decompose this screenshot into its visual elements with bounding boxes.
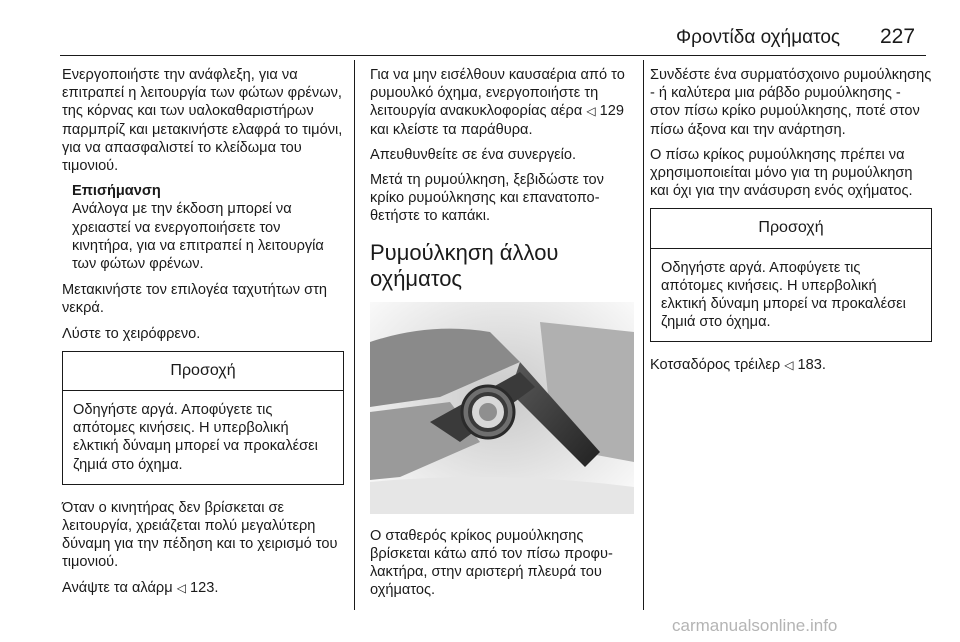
paragraph-neutral: Μετακινήστε τον επιλογέα ταχυτήτων στη νεκρά. [62, 282, 327, 317]
paragraph-towing-eye-use: Ο πίσω κρίκος ρυμούλκησης πρέπει να χρησιμοποιείται μόνο για τη ρυμούλκηση και όχι για την ανάσυρση ενός οχήματος. [650, 146, 913, 200]
column-left [62, 66, 344, 604]
header-rule [60, 55, 926, 56]
column-divider-left [354, 60, 355, 610]
page-reference-icon: ◁ [176, 580, 186, 595]
towing-eye-illustration [370, 302, 634, 514]
section-title: Ρυμούλκηση άλλου οχήματος [370, 239, 559, 291]
caution-text: Οδηγήστε αργά. Αποφύγετε τις απότομες κινήσεις. Η υπερβολική ελκτική δύναμη μπορεί να προκαλέσει ζημιά στο όχημα. [661, 259, 906, 331]
page-reference-icon: ◁ [784, 358, 794, 373]
paragraph-ignition: Ενεργοποιήστε την ανάφλεξη, για να επιτραπεί η λειτουργία των φώτων φρένων, της κόρνας και των υαλοκαθαριστήρων παρμπρίζ και μετακινήστε ελαφρά το τιμόνι, για να απασφαλιστεί το κλείδωμα του τιμονιού. [62, 67, 343, 175]
header-title: Φροντίδα οχήματος [676, 27, 841, 48]
caution-box [650, 208, 932, 342]
page-number: 227 [880, 25, 916, 48]
note-text: Ανάλογα με την έκδοση μπορεί να χρειαστεί να ενεργοποιήσετε τον κινητήρα, για να επιτραπεί η λειτουργία των φώτων φρένων. [72, 201, 324, 273]
recirculation-text-end: 129 και κλείστε τα παράθυρα. [370, 103, 625, 138]
caution-text: Οδηγήστε αργά. Αποφύγετε τις απότομες κινήσεις. Η υπερβολική ελκτική δύναμη μπορεί να προκαλέσει ζημιά στο όχημα. [73, 402, 318, 473]
watermark: carmanualsonline.info [672, 616, 838, 635]
column-divider-right [643, 60, 644, 610]
note-heading: Επισήμανση [72, 183, 161, 200]
paragraph-hazard [62, 579, 344, 597]
paragraph-workshop: Απευθυνθείτε σε ένα συνεργείο. [370, 146, 577, 163]
paragraph-engine-off: Όταν ο κινητήρας δεν βρίσκεται σε λειτουργία, χρειάζεται πολύ μεγαλύτερη δύναμη για την πέδηση και το χειρισμό του τιμονιού. [62, 499, 338, 571]
caution-title: Προσοχή [651, 209, 931, 248]
page-reference-icon: ◁ [586, 104, 596, 119]
paragraph-trailer-hitch [650, 356, 932, 374]
recirculation-text: Για να μην εισέλθουν καυσαέρια από το ρυμουλκό όχημα, ενεργοποιήστε τη λειτουργία ανακυκλοφορίας αέρα [370, 67, 625, 120]
column-middle [370, 66, 634, 607]
caution-title: Προσοχή [63, 352, 343, 391]
paragraph-handbrake: Λύστε το χειρόφρενο. [62, 325, 201, 342]
page-reference: 183. [797, 357, 826, 374]
trailer-hitch-text: Κοτσαδόρος τρέιλερ [650, 357, 781, 374]
paragraph-after-towing: Μετά τη ρυμούλκηση, ξεβιδώστε τον κρίκο ρυμούλκησης και επανατοποθετήστε το καπάκι. [370, 172, 604, 225]
hazard-text: Ανάψτε τα αλάρμ [62, 579, 173, 596]
caution-box [62, 351, 344, 485]
paragraph-connect-rope: Συνδέστε ένα συρματόσχοινο ρυμούλκησης - ή καλύτερα μια ράβδο ρυμούλκησης - στον πίσω κρίκο ρυμούλκησης, ποτέ στον πίσω άξονα και την ανάρτηση. [650, 67, 932, 138]
page-reference: 123. [190, 579, 219, 596]
paragraph-recirculation [370, 66, 634, 139]
figure-caption: Ο σταθερός κρίκος ρυμούλκησης βρίσκεται κάτω από τον πίσω προφυλακτήρα, στην αριστερή πλευρά του οχήματος. [370, 527, 613, 599]
column-right [650, 66, 932, 382]
